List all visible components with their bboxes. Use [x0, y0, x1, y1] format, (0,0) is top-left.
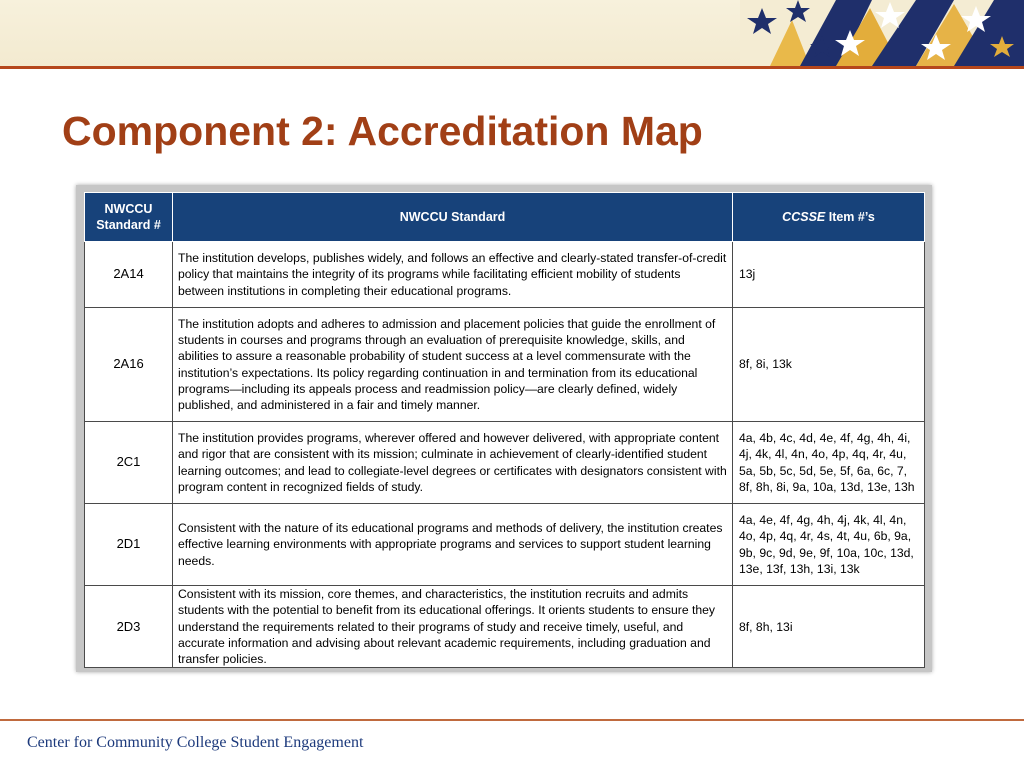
- table-row: [85, 422, 925, 504]
- ccsse-items-cell: 4a, 4e, 4f, 4g, 4h, 4j, 4k, 4l, 4n, 4o, 4p, 4q, 4r, 4s, 4t, 4u, 6b, 9a, 9b, 9c, 9d, 9e, 9f, 10a, 10c, 13d, 13e, 13f, 13h, 13i, 13k: [733, 504, 925, 586]
- ccsse-label: CCSSE: [782, 210, 826, 224]
- accreditation-map-table: [84, 192, 925, 668]
- column-header-standard: NWCCU Standard: [173, 193, 733, 242]
- items-label: Item #’s: [825, 210, 875, 224]
- standard-code-cell: 2A16: [85, 308, 173, 422]
- standard-text-cell: The institution provides programs, wherever offered and however delivered, with appropriate content and rigor that are consistent with its mission; culminate in achievement of clearly-identified student learning outcomes; and lead to collegiate-level degrees or certificates with designators consistent with program content in recognized fields of study.: [173, 422, 733, 504]
- column-header-standard-number: [85, 193, 173, 242]
- ccsse-items-cell: 8f, 8h, 13i: [733, 586, 925, 668]
- table-row: [85, 586, 925, 668]
- standard-text-cell: Consistent with the nature of its educational programs and methods of delivery, the institution creates effective learning environments with appropriate programs and services to support student learning needs.: [173, 504, 733, 586]
- accreditation-table-frame: [76, 185, 932, 672]
- standard-code-cell: 2A14: [85, 242, 173, 308]
- standard-text-cell: The institution develops, publishes widely, and follows an effective and clearly-stated transfer-of-credit policy that maintains the integrity of its programs while facilitating efficient mobility of students between institutions in completing their educational programs.: [173, 242, 733, 308]
- slide-title: Component 2: Accreditation Map: [62, 108, 703, 154]
- standard-code-cell: 2C1: [85, 422, 173, 504]
- table-header-row: [85, 193, 925, 242]
- column-header-standard-number-line2: Standard #: [96, 218, 161, 232]
- table-row: [85, 308, 925, 422]
- column-header-standard-number-line1: NWCCU: [104, 202, 153, 216]
- standard-text-cell: Consistent with its mission, core themes, and characteristics, the institution recruits and admits students with the potential to benefit from its educational offerings. It orients students to ensure they understand the requirements related to their programs of study and receive timely, useful, and accurate information and advising about relevant academic requirements, including graduation and transfer policies.: [173, 586, 733, 668]
- ccsse-items-cell: 8f, 8i, 13k: [733, 308, 925, 422]
- ccsse-items-cell: 13j: [733, 242, 925, 308]
- standard-code-cell: 2D1: [85, 504, 173, 586]
- standard-code-cell: 2D3: [85, 586, 173, 668]
- stars-decoration-icon: [740, 0, 1024, 66]
- column-header-ccsse-items: [733, 193, 925, 242]
- ccsse-items-cell: 4a, 4b, 4c, 4d, 4e, 4f, 4g, 4h, 4i, 4j, 4k, 4l, 4n, 4o, 4p, 4q, 4r, 4u, 5a, 5b, 5c, 5d, 5e, 5f, 6a, 6c, 7, 8f, 8h, 8i, 9a, 10a, 13d, 13e, 13h: [733, 422, 925, 504]
- standard-text-cell: The institution adopts and adheres to admission and placement policies that guide the enrollment of students in courses and programs through an evaluation of prerequisite knowledge, skills, and abilities to assure a reasonable probability of student success at a level commensurate with the institution’s expectations. Its policy regarding continuation in and termination from its educational programs—including its appeals process and readmission policy—are clearly defined, widely published, and administered in a fair and timely manner.: [173, 308, 733, 422]
- table-row: [85, 504, 925, 586]
- footer-rule: [0, 719, 1024, 721]
- table-row: [85, 242, 925, 308]
- footer-org-name: Center for Community College Student Engagement: [27, 734, 364, 751]
- header-rule: [0, 66, 1024, 69]
